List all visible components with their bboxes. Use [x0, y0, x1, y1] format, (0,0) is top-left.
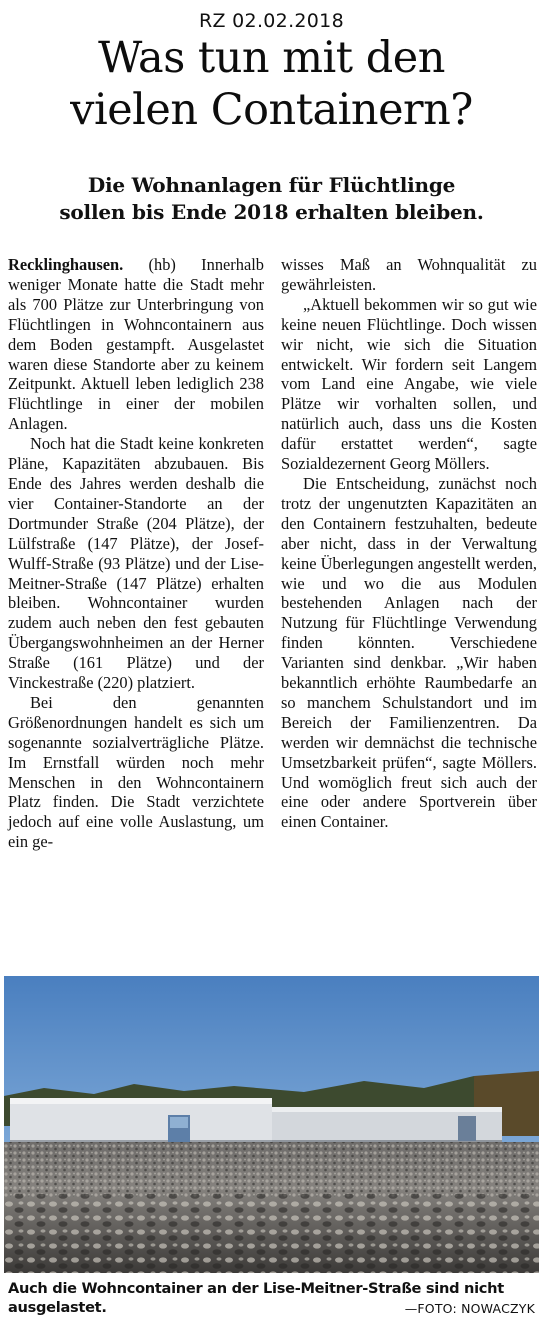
photo-credit: —FOTO: NOWACZYK	[404, 1301, 535, 1316]
headline-line-2: vielen Containern?	[70, 85, 473, 135]
headline-line-1: Was tun mit den	[98, 33, 445, 83]
article-column-right	[281, 255, 537, 975]
subheadline-line-1: Die Wohnanlagen für Flüchtlinge	[87, 173, 456, 197]
container-photo	[4, 976, 539, 1273]
publication-date: RZ 02.02.2018	[199, 10, 344, 32]
article-body	[8, 255, 537, 975]
subheadline-line-2: sollen bis Ende 2018 erhalten bleiben.	[59, 200, 484, 224]
article-city: Recklinghausen.	[8, 255, 124, 274]
article-paragraph-text: (hb) Innerhalb weniger Monate hatte die Stadt mehr als 700 Plätze zur Unterbringung von Flüchtlingen in Wohncontainern aus dem Boden gestampft. Ausgelastet waren diese Standorte aber zu keinem Zeitpunkt. Aktuell leben lediglich 238 Flüchtlinge in einer der mobilen Anlagen.	[8, 255, 264, 434]
article-paragraph: Noch hat die Stadt keine konkreten Pläne, Kapazitäten abzubauen. Bis Ende des Jahres werden deshalb die vier Container-Standorte an der Dortmunder Straße (204 Plätze), der Lülfstraße (147 Plätze), der Josef-Wulff-Straße (93 Plätze) und der Lise-Meitner-Straße (147 Plätze) erhalten bleiben. Wohncontainer wurden zudem auch neben den fest gebauten Übergangswohnheimen an der Herner Straße (161 Plätze) und der Vinckestraße (220) platziert.	[8, 434, 264, 693]
article-paragraph	[8, 255, 264, 434]
headline	[4, 32, 539, 136]
article-column-left	[8, 255, 264, 975]
article-paragraph: Bei den genannten Größenordnungen handelt es sich um sogenannte sozialverträgliche Plätze. Im Ernstfall würden noch mehr Menschen in den Wohncontainern Platz finden. Die Stadt verzichtete jedoch auf eine volle Auslastung, um ein ge-	[8, 692, 264, 852]
subheadline	[4, 172, 539, 226]
article-paragraph: „Aktuell bekommen wir so gut wie keine neuen Flüchtlinge. Doch wissen wir nicht, wie sich die Situation entwickelt. Wir fordern seit Langem vom Land eine Angabe, wie viele Plätze wir vorhalten sollen, und natürlich auch, dass uns die Kosten dafür erstattet werden“, sagte Sozialdezernent Georg Möllers.	[281, 294, 537, 474]
article-paragraph: Die Entscheidung, zunächst noch trotz der ungenutzten Kapazitäten an den Containern festzuhalten, bedeute aber nicht, dass in der Verwaltung keine Überlegungen angestellt werden, wie und wo die aus Modulen bestehenden Anlagen nach der Nutzung für Flüchtlinge Verwendung finden könnten. Verschiedene Varianten sind denkbar. „Wir haben bekanntlich erhöhte Raumbedarfe an so manchem Schulstandort und im Bereich der Familienzentren. Da werden wir demnächst die technische Umsetzbarkeit prüfen“, sagte Möllers. Und womöglich freut sich auch der eine oder andere Sportverein über einen Container.	[281, 473, 537, 832]
article-paragraph: wisses Maß an Wohnqualität zu gewährleisten.	[281, 255, 537, 294]
photo-caption: Auch die Wohncontainer an der Lise-Meitner-Straße sind nicht ausgelastet.	[8, 1280, 504, 1316]
